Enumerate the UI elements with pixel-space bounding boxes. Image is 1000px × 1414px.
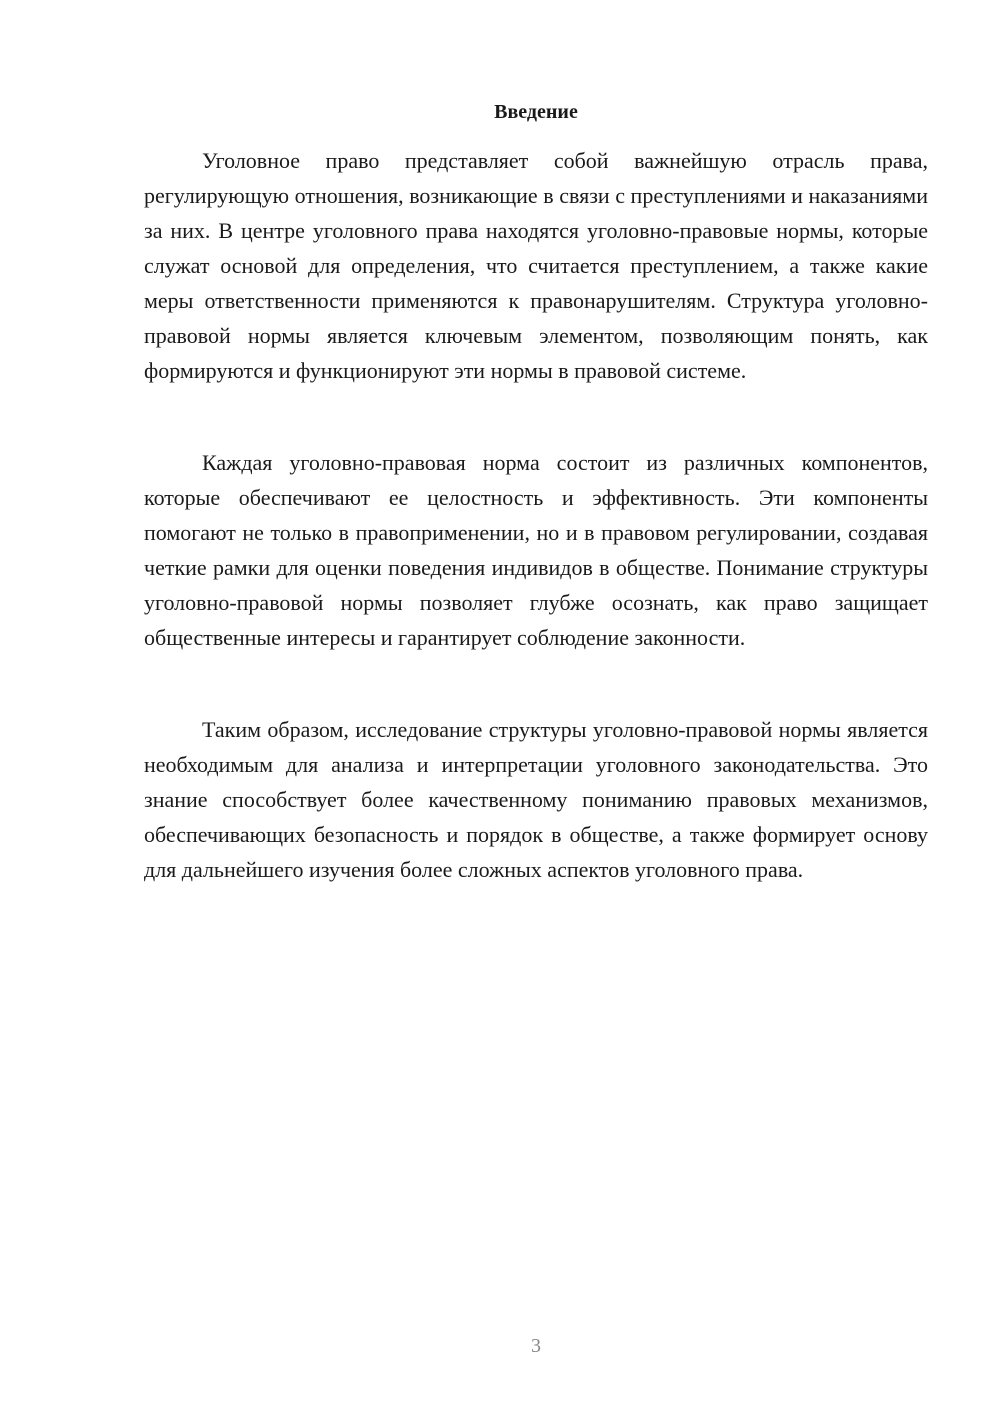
paragraph-2: Каждая уголовно-правовая норма состоит из различных компонентов, которые обеспечивают ее целостность и эффективность. Эти компоненты помогают не только в правоприменении, но и в правовом регулировании, создавая четкие рамки для оценки поведения индивидов в обществе. Понимание структуры уголовно-правовой нормы позволяет глубже осознать, как право защищает общественные интересы и гарантирует соблюдение законности. xyxy=(144,450,928,650)
page-number: 3 xyxy=(531,1335,541,1357)
section-heading: Введение xyxy=(494,101,578,123)
paragraph-1: Уголовное право представляет собой важнейшую отрасль права, регулирующую отношения, возникающие в связи с преступлениями и наказаниями за них. В центре уголовного права находятся уголовно-правовые нормы, которые служат основой для определения, что считается преступлением, а также какие меры ответственности применяются к правонарушителям. Структура уголовно-правовой нормы является ключевым элементом, позволяющим понять, как формируются и функционируют эти нормы в правовой системе. xyxy=(144,148,928,383)
paragraph-3: Таким образом, исследование структуры уголовно-правовой нормы является необходимым для анализа и интерпретации уголовного законодательства. Это знание способствует более качественному пониманию правовых механизмов, обеспечивающих безопасность и порядок в обществе, а также формирует основу для дальнейшего изучения более сложных аспектов уголовного права. xyxy=(144,717,928,882)
